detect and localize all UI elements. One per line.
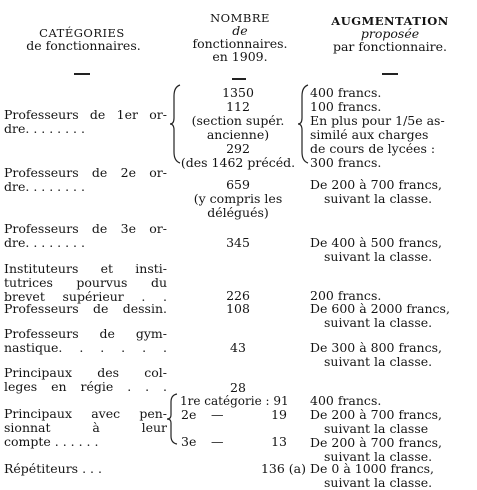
row7-number: 28 <box>230 380 246 395</box>
row1-number: 1350 112 (section supér. ancienne) 292 (des 1462 précéd. <box>180 85 296 170</box>
row5-increase: De 600 à 2000 francs, suivant la classe. <box>310 301 450 330</box>
row4-increase: 200 francs. <box>310 288 382 303</box>
header-dash-1 <box>74 73 90 75</box>
row5-category: Professeurs de dessin. <box>4 301 167 316</box>
row3-increase: De 400 à 500 francs, suivant la classe. <box>310 235 442 264</box>
row9-increase: De 0 à 1000 francs, suivant la classe. <box>310 461 435 490</box>
row6-increase: De 300 à 800 francs, suivant la classe. <box>310 340 442 369</box>
row4-number: 226 <box>226 288 250 303</box>
row2-number: 659 (y compris les délégués) <box>193 177 283 220</box>
header-categories-sub: de fonctionnaires. <box>26 38 141 53</box>
row3-number: 345 <box>226 235 250 250</box>
row8-sub-3: 3e — 13 <box>181 434 287 449</box>
row8-sub-1: 1re catégorie : 91 <box>180 394 289 408</box>
header-number: NOMBRE de fonctionnaires. en 1909. <box>192 11 288 64</box>
header-increase: AUGMENTATION proposée par fonctionnaire. <box>331 14 449 54</box>
row9-number: 136 (a) <box>260 461 306 476</box>
row2-increase: De 200 à 700 francs, suivant la classe. <box>310 177 442 206</box>
row1-right-brace <box>298 84 310 164</box>
row8-category: Principaux avec pen- sionnat à leur compte . . . . . . <box>4 406 167 449</box>
header-dash-3 <box>382 73 398 75</box>
row8-increase: 400 francs. De 200 à 700 francs, suivant la classe De 200 à 700 francs, suivant la classe. <box>310 393 442 464</box>
row2-category: Professeurs de 2e or- dre. . . . . . . . <box>4 165 167 194</box>
row7-category: Principaux des col- leges en régie . . . <box>4 365 167 394</box>
row9-category: Répétiteurs . . . <box>4 461 102 476</box>
row1-category: Professeurs de 1er or- dre. . . . . . . . <box>4 107 167 136</box>
header-dash-2 <box>232 78 246 80</box>
row4-category: Instituteurs et insti- tutrices pourvus du brevet supérieur . . <box>4 261 167 304</box>
row3-category: Professeurs de 3e or- dre. . . . . . . . <box>4 221 167 250</box>
row8-sub-2: 2e — 19 <box>181 407 287 422</box>
row5-number: 108 <box>226 301 250 316</box>
row6-number: 43 <box>230 340 246 355</box>
row6-category: Professeurs de gym- nastique. . . . . . <box>4 326 167 355</box>
row8-left-brace <box>167 393 179 445</box>
row1-increase: 400 francs. 100 francs. En plus pour 1/5e as- similé aux charges de cours de lycées : 300 francs. <box>310 85 445 170</box>
header-categories: CATÉGORIES <box>39 26 125 40</box>
